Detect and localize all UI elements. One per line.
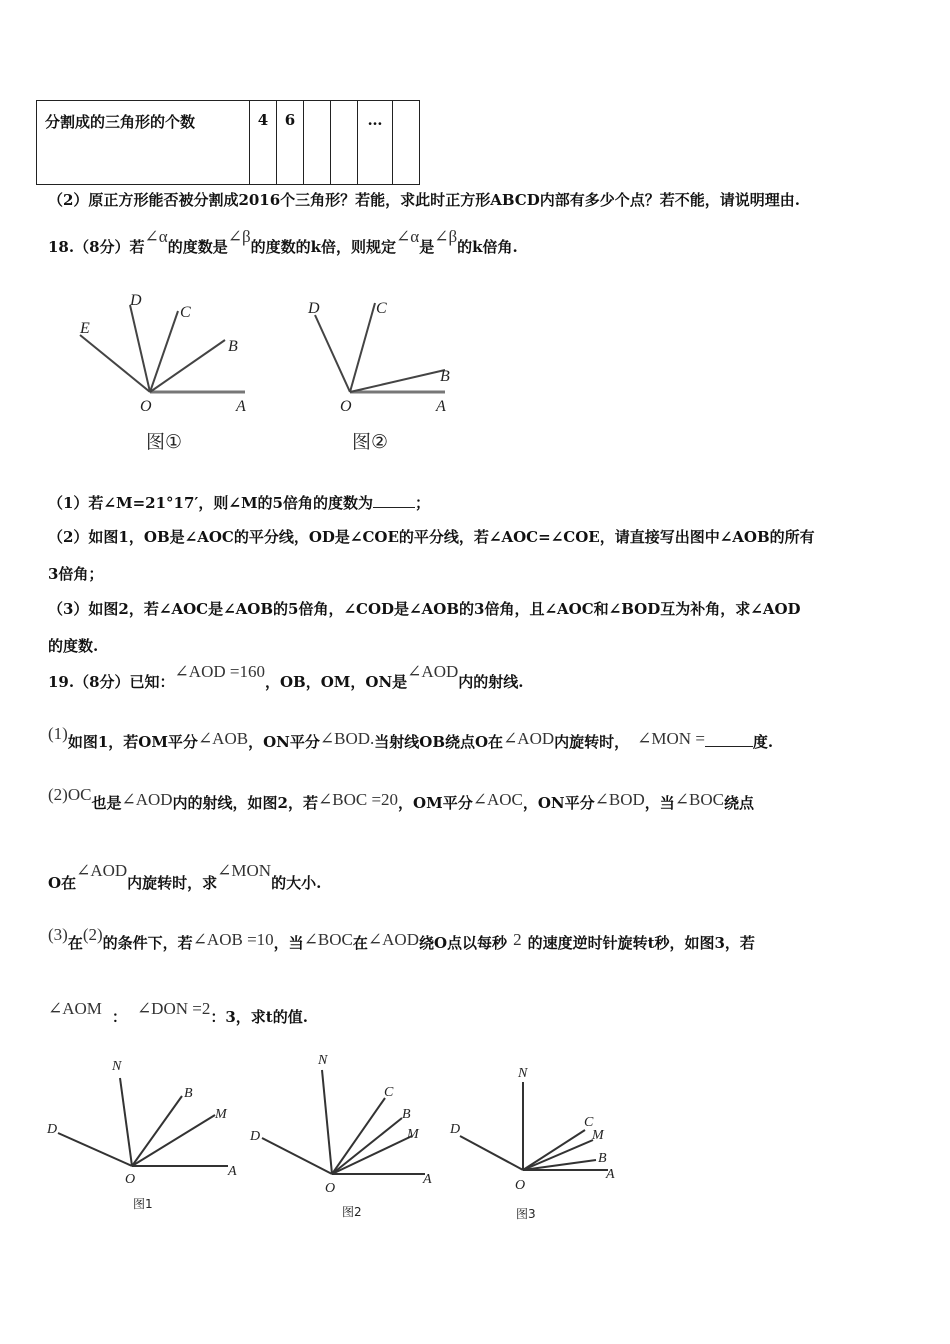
math-mon: ∠MON = xyxy=(637,729,705,748)
label-M: M xyxy=(407,1127,419,1142)
q19-text: 内的射线，如图2，若 xyxy=(172,794,318,812)
answer-blank[interactable] xyxy=(373,493,415,508)
label-A: A xyxy=(423,1172,432,1187)
label-D: D xyxy=(308,300,320,317)
label-A: A xyxy=(606,1167,615,1182)
label-B: B xyxy=(228,338,238,355)
angle-alpha: ∠α xyxy=(144,227,168,246)
label-O: O xyxy=(325,1181,336,1196)
label-E: E xyxy=(80,320,90,337)
q19-text: 的条件下，若 xyxy=(102,934,193,952)
q19-text: ，OB，OM，ON是 xyxy=(264,673,408,691)
q19-text: 内旋转时，求 xyxy=(127,874,218,892)
table-cell: 6 xyxy=(277,101,304,185)
q19-text: 如图1，若OM平分 xyxy=(67,733,198,751)
q18-header xyxy=(48,227,518,257)
label-B: B xyxy=(440,368,450,385)
label-O: O xyxy=(140,398,152,415)
label-O: O xyxy=(125,1172,136,1187)
q18-part1-end: ； xyxy=(415,494,431,512)
label-O: O xyxy=(515,1178,526,1193)
q19-text: 度. xyxy=(752,733,774,751)
q19-text: 的速度逆时针旋转t秒，如图3，若 xyxy=(527,934,755,952)
q18-text: 的度数是 xyxy=(167,238,228,256)
table-cell xyxy=(304,101,331,185)
q19-text: ，ON平分 xyxy=(522,794,595,812)
q19-part2-line1 xyxy=(48,785,755,813)
q19-part1 xyxy=(48,724,774,752)
label-D: D xyxy=(450,1122,461,1137)
math-mon: ∠MON xyxy=(217,861,272,880)
math-aod: ∠AOD xyxy=(503,729,555,748)
math-aob: ∠AOB xyxy=(197,729,249,748)
label-O: O xyxy=(340,398,352,415)
q19-part3-line2 xyxy=(48,999,308,1027)
q19-fig3-caption: 图3 xyxy=(516,1207,536,1221)
math-two: 2 xyxy=(513,930,522,949)
q18-part2-line2: 3倍角； xyxy=(48,565,104,583)
label-C: C xyxy=(384,1085,394,1100)
label-A: A xyxy=(236,398,246,415)
label-M: M xyxy=(215,1107,227,1122)
q18-text: 的度数的k倍，则规定 xyxy=(250,238,397,256)
label-A: A xyxy=(436,398,446,415)
q19-text: ：3，求t的值. xyxy=(210,1008,308,1026)
label-D: D xyxy=(130,292,142,309)
q19-number: 19.（8分）已知： xyxy=(48,673,175,691)
q19-text: 绕点 xyxy=(724,794,755,812)
table-cell: … xyxy=(358,101,393,185)
q19-part2-line2 xyxy=(48,861,322,893)
triangle-count-table xyxy=(36,100,420,185)
label-B: B xyxy=(598,1151,607,1166)
q17-part2: （2）原正方形能否被分割成2016个三角形？若能，求此时正方形ABCD内部有多少个点？若不能，请说明理由. xyxy=(48,191,800,209)
answer-blank[interactable] xyxy=(705,732,753,747)
math-aod: ∠AOD xyxy=(121,790,173,809)
label-C: C xyxy=(180,304,191,321)
table-row xyxy=(37,101,420,185)
q19-text: 在 xyxy=(352,934,368,952)
q19-text: 在 xyxy=(67,934,83,952)
math-aoc: ∠AOC xyxy=(472,790,523,809)
q18-part1 xyxy=(48,492,430,513)
q18-figure-1 xyxy=(80,305,245,392)
q18-figures xyxy=(60,285,480,465)
part-ref: (2) xyxy=(82,925,103,944)
math-bod: ∠BOD xyxy=(594,790,645,809)
q19-header xyxy=(48,662,524,692)
q18-number: 18.（8分）若 xyxy=(48,238,145,256)
q19-text: 当射线OB绕点O在 xyxy=(374,733,504,751)
math-aod: ∠AOD xyxy=(76,861,128,880)
q19-text: ，当 xyxy=(644,794,675,812)
angle-beta: ∠β xyxy=(227,227,251,246)
q19-text: 也是 xyxy=(91,794,122,812)
label-D: D xyxy=(250,1129,261,1144)
math-aod160: ∠AOD =160 xyxy=(174,662,265,681)
part-number: (2)OC xyxy=(48,785,92,804)
q19-figures xyxy=(40,1050,640,1225)
math-aod: ∠AOD xyxy=(367,930,419,949)
label-C: C xyxy=(376,300,387,317)
part-number: (3) xyxy=(48,925,68,944)
q19-text: ，ON平分 xyxy=(248,733,320,751)
label-B: B xyxy=(184,1086,193,1101)
math-aom: ∠AOM xyxy=(48,999,102,1018)
q19-fig2-caption: 图2 xyxy=(342,1205,362,1219)
q18-text: 的k倍角. xyxy=(457,238,518,256)
q18-part3-line2: 的度数. xyxy=(48,637,99,655)
math-bod: ∠BOD. xyxy=(319,729,375,748)
q18-part1-text: （1）若∠M=21°17′，则∠M的5倍角的度数为 xyxy=(48,494,373,512)
math-don: ∠DON =2 xyxy=(136,999,211,1018)
q19-text: 内旋转时， xyxy=(554,733,630,751)
table-cell xyxy=(331,101,358,185)
q18-part3-line1: （3）如图2，若∠AOC是∠AOB的5倍角，∠COD是∠AOB的3倍角，且∠AOC和∠BOD互为补角，求∠AOD xyxy=(48,600,801,618)
q18-part2-line1: （2）如图1，OB是∠AOC的平分线，OD是∠COE的平分线，若∠AOC=∠COE，请直接写出图中∠AOB的所有 xyxy=(48,528,815,546)
q19-figure-1 xyxy=(58,1078,228,1166)
math-boc: ∠BOC xyxy=(674,790,724,809)
table-cell: 4 xyxy=(250,101,277,185)
angle-alpha: ∠α xyxy=(396,227,420,246)
q19-part3-line1 xyxy=(48,925,755,953)
label-M: M xyxy=(592,1128,604,1143)
label-D: D xyxy=(47,1122,58,1137)
q19-text: ： xyxy=(111,1008,127,1026)
math-boc20: ∠BOC =20 xyxy=(318,790,399,809)
q19-figure-2 xyxy=(262,1070,425,1174)
math-aob10: ∠AOB =10 xyxy=(192,930,274,949)
q19-text: ，OM平分 xyxy=(398,794,473,812)
q19-text: 的大小. xyxy=(271,874,322,892)
q18-fig1-caption: 图① xyxy=(146,431,183,453)
label-C: C xyxy=(584,1115,594,1130)
table-cell xyxy=(393,101,420,185)
label-N: N xyxy=(112,1059,122,1074)
q19-text: ，当 xyxy=(273,934,304,952)
table-row-label: 分割成的三角形的个数 xyxy=(37,101,250,185)
q19-text: 绕O点以每秒 xyxy=(418,934,508,952)
q19-text: O在 xyxy=(48,874,77,892)
q19-text: 内的射线. xyxy=(458,673,524,691)
q18-text: 是 xyxy=(419,238,435,256)
q18-fig2-caption: 图② xyxy=(352,431,389,453)
label-A: A xyxy=(228,1164,237,1179)
part-number: (1) xyxy=(48,724,68,743)
label-B: B xyxy=(402,1107,411,1122)
label-N: N xyxy=(518,1066,528,1081)
math-aod: ∠AOD xyxy=(407,662,459,681)
angle-beta: ∠β xyxy=(434,227,458,246)
math-boc: ∠BOC xyxy=(303,930,353,949)
label-N: N xyxy=(318,1053,328,1068)
q19-fig1-caption: 图1 xyxy=(133,1197,153,1211)
